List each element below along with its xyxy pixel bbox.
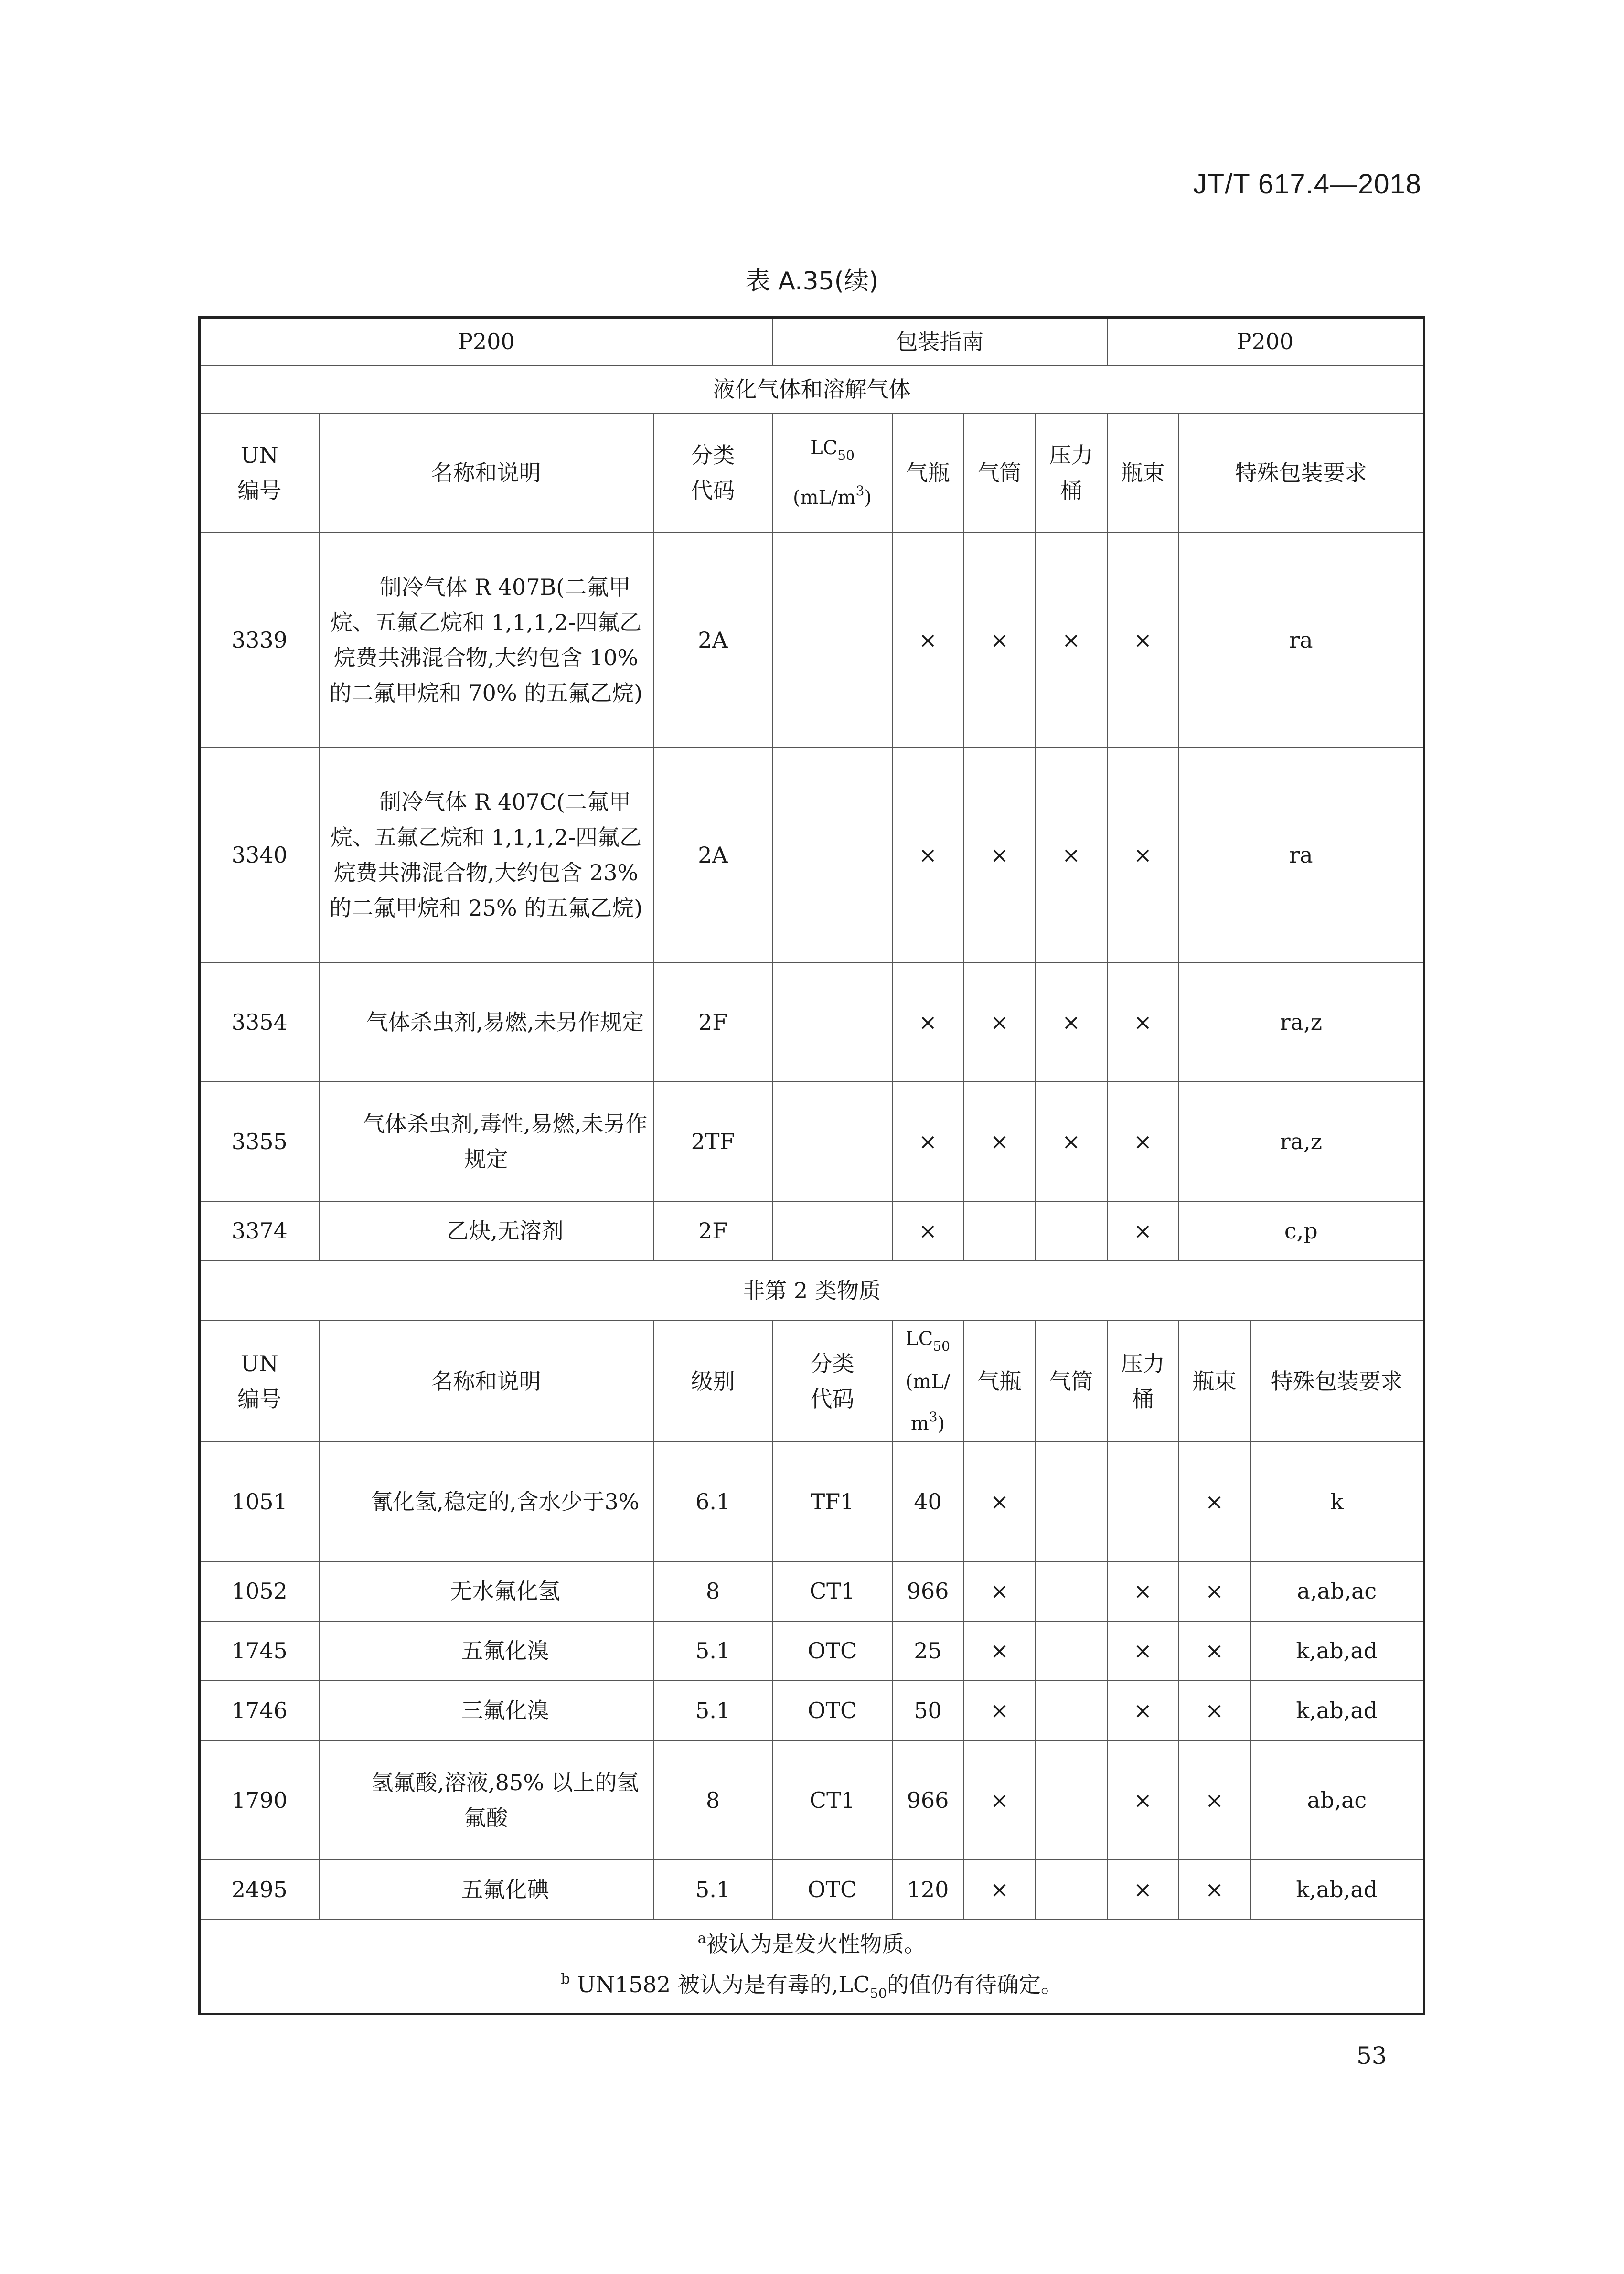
footnotes-row [200,1920,1424,2014]
table-row [200,533,1424,747]
cell-drum: × [1036,747,1107,962]
cell-drum [1107,1442,1179,1561]
cell-name: 气体杀虫剂,毒性,易燃,未另作规定 [319,1082,653,1201]
table-row [200,1621,1424,1681]
cell-tube [1036,1860,1107,1920]
cell-code: CT1 [773,1740,892,1860]
col-cylinder: 气瓶 [964,1321,1036,1442]
cell-bundle: × [1107,962,1179,1082]
cell-un: 3354 [200,962,319,1082]
section-title-row [200,365,1424,413]
col-special-requirements: 特殊包装要求 [1179,413,1424,533]
cell-lc50: 966 [892,1740,964,1860]
cell-code: 2A [653,747,773,962]
cell-name: 气体杀虫剂,易燃,未另作规定 [319,962,653,1082]
col-name: 名称和说明 [319,1321,653,1442]
cell-un: 1746 [200,1681,319,1740]
cell-class: 5.1 [653,1621,773,1681]
cell-code: OTC [773,1860,892,1920]
instruction-title: 包装指南 [773,318,1107,365]
cell-drum: × [1036,533,1107,747]
cell-drum: × [1107,1681,1179,1740]
cell-cylinder: × [892,1201,964,1261]
cell-cylinder: × [964,1740,1036,1860]
cell-name: 制冷气体 R 407B(二氟甲烷、五氟乙烷和 1,1,1,2-四氟乙烷费共沸混合物,大约包含 10% 的二氟甲烷和 70% 的五氟乙烷) [319,533,653,747]
cell-tube [1036,1561,1107,1621]
cell-un: 2495 [200,1860,319,1920]
table-header-row [200,318,1424,365]
table-caption: 表 A.35(续) [745,267,879,296]
cell-name: 三氟化溴 [319,1681,653,1740]
cell-name: 五氟化碘 [319,1860,653,1920]
cell-tube: × [964,962,1036,1082]
cell-drum [1036,1201,1107,1261]
footnote-a: $^a$被认为是发火性物质。 [697,1930,926,1957]
cell-lc50 [773,533,892,747]
cell-name: 制冷气体 R 407C(二氟甲烷、五氟乙烷和 1,1,1,2-四氟乙烷费共沸混合物,大约包含 23% 的二氟甲烷和 25% 的五氟乙烷) [319,747,653,962]
cell-cylinder: × [892,962,964,1082]
cell-lc50 [773,1201,892,1261]
cell-un: 3339 [200,533,319,747]
footnote-b: $^b$ UN1582 被认为是有毒的$,LC_{50}$的值仍有待确定。 [561,1971,1063,2002]
cell-name: 无水氟化氢 [319,1561,653,1621]
cell-code: TF1 [773,1442,892,1561]
col-cylinder: 气瓶 [892,413,964,533]
cell-class: 5.1 [653,1860,773,1920]
cell-drum: × [1107,1860,1179,1920]
packing-instruction-table [198,316,1425,2015]
section2-column-header-row [200,1321,1424,1442]
table-row [200,1860,1424,1920]
table-row [200,747,1424,962]
cell-cylinder: × [964,1442,1036,1561]
col-pressure-drum: 压力桶 [1107,1321,1179,1442]
cell-cylinder: × [892,533,964,747]
cell-un: 1052 [200,1561,319,1621]
col-name: 名称和说明 [319,413,653,533]
cell-tube [1036,1621,1107,1681]
cell-special: ra [1179,747,1424,962]
cell-special: ra [1179,533,1424,747]
cell-cylinder: × [964,1621,1036,1681]
table-row [200,1740,1424,1860]
cell-un: 1051 [200,1442,319,1561]
cell-drum: × [1036,962,1107,1082]
cell-tube: × [964,1082,1036,1201]
cell-un: 3355 [200,1082,319,1201]
cell-name: 五氟化溴 [319,1621,653,1681]
section1-column-header-row [200,413,1424,533]
cell-tube: × [964,533,1036,747]
cell-lc50: 966 [892,1561,964,1621]
instruction-code-left: P200 [200,318,773,365]
col-lc50: $LC_{50}$ (mL/ $m^3$) [892,1321,964,1442]
col-lc50: $LC_{50}$ $(mL/m^3)$ [773,413,892,533]
section2-title: 非第 2 类物质 [200,1261,1424,1321]
cell-un: 3340 [200,747,319,962]
cell-class: 8 [653,1561,773,1621]
cell-special: c,p [1179,1201,1424,1261]
cell-drum: × [1107,1740,1179,1860]
col-un-number: UN 编号 [200,1321,319,1442]
cell-bundle: × [1179,1561,1250,1621]
col-bundle: 瓶束 [1107,413,1179,533]
col-class: 级别 [653,1321,773,1442]
cell-special: ab,ac [1250,1740,1424,1860]
table-row [200,1201,1424,1261]
col-special-requirements: 特殊包装要求 [1250,1321,1424,1442]
cell-lc50 [773,1082,892,1201]
cell-tube [1036,1740,1107,1860]
cell-class: 8 [653,1740,773,1860]
cell-name: 乙炔,无溶剂 [319,1201,653,1261]
cell-bundle: × [1179,1621,1250,1681]
cell-drum: × [1036,1082,1107,1201]
cell-name: 氰化氢,稳定的,含水少于3% [319,1442,653,1561]
cell-code: 2TF [653,1082,773,1201]
col-classification-code: 分类 代码 [653,413,773,533]
section-title-row [200,1261,1424,1321]
col-pressure-drum: 压力桶 [1036,413,1107,533]
cell-lc50 [773,747,892,962]
cell-code: CT1 [773,1561,892,1621]
cell-special: k,ab,ad [1250,1860,1424,1920]
cell-lc50: 120 [892,1860,964,1920]
col-un-number: UN 编号 [200,413,319,533]
table-row [200,1681,1424,1740]
table-row [200,1442,1424,1561]
cell-bundle: × [1179,1860,1250,1920]
cell-special: k [1250,1442,1424,1561]
cell-bundle: × [1179,1681,1250,1740]
cell-tube [964,1201,1036,1261]
cell-lc50: 25 [892,1621,964,1681]
cell-cylinder: × [964,1681,1036,1740]
cell-special: a,ab,ac [1250,1561,1424,1621]
table-row [200,1082,1424,1201]
cell-un: 1790 [200,1740,319,1860]
table-footnotes [200,1920,1424,2014]
col-tube: 气筒 [1036,1321,1107,1442]
cell-name: 氢氟酸,溶液,85% 以上的氢氟酸 [319,1740,653,1860]
cell-special: ra,z [1179,1082,1424,1201]
cell-cylinder: × [892,1082,964,1201]
cell-lc50: 40 [892,1442,964,1561]
cell-code: OTC [773,1681,892,1740]
col-tube: 气筒 [964,413,1036,533]
col-bundle: 瓶束 [1179,1321,1250,1442]
cell-code: 2A [653,533,773,747]
cell-bundle: × [1107,533,1179,747]
cell-code: 2F [653,1201,773,1261]
cell-drum: × [1107,1621,1179,1681]
cell-cylinder: × [964,1561,1036,1621]
cell-drum: × [1107,1561,1179,1621]
page-number: 53 [1357,2042,1387,2070]
cell-cylinder: × [892,747,964,962]
cell-bundle: × [1107,747,1179,962]
cell-special: ra,z [1179,962,1424,1082]
cell-bundle: × [1179,1442,1250,1561]
cell-class: 6.1 [653,1442,773,1561]
table-row [200,1561,1424,1621]
table-row [200,962,1424,1082]
cell-code: OTC [773,1621,892,1681]
col-classification-code: 分类 代码 [773,1321,892,1442]
cell-un: 3374 [200,1201,319,1261]
cell-class: 5.1 [653,1681,773,1740]
cell-cylinder: × [964,1860,1036,1920]
section1-title: 液化气体和溶解气体 [200,365,1424,413]
cell-lc50 [773,962,892,1082]
cell-special: k,ab,ad [1250,1681,1424,1740]
cell-bundle: × [1107,1082,1179,1201]
cell-un: 1745 [200,1621,319,1681]
cell-tube [1036,1442,1107,1561]
cell-special: k,ab,ad [1250,1621,1424,1681]
cell-tube: × [964,747,1036,962]
cell-code: 2F [653,962,773,1082]
cell-bundle: × [1179,1740,1250,1860]
cell-tube [1036,1681,1107,1740]
cell-bundle: × [1107,1201,1179,1261]
cell-lc50: 50 [892,1681,964,1740]
standard-code: JT/T 617.4—2018 [1193,169,1421,200]
instruction-code-right: P200 [1107,318,1424,365]
